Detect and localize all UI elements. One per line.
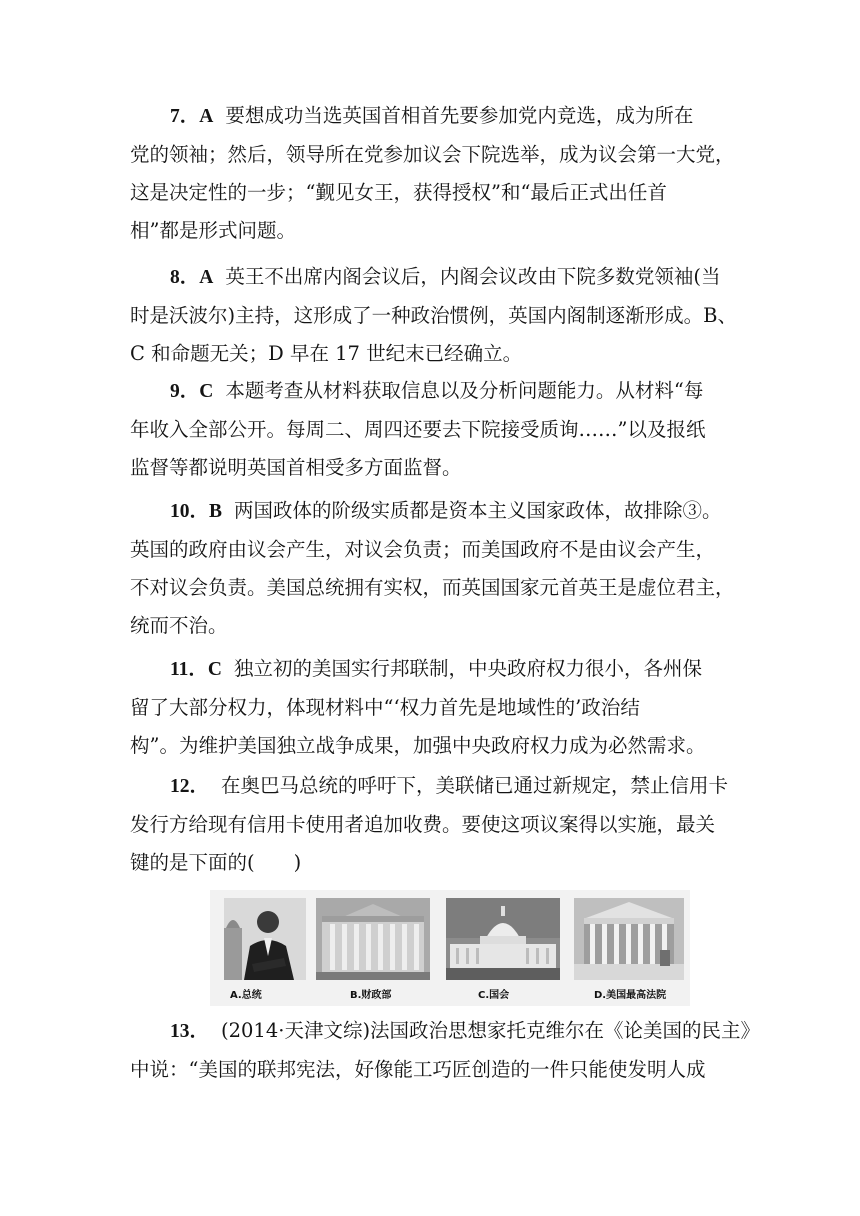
question-number: 12． bbox=[170, 776, 210, 797]
answer-11 bbox=[130, 650, 730, 765]
caption-d: D.美国最高法院 bbox=[594, 990, 667, 1001]
options-figure bbox=[210, 890, 690, 1006]
answer-line: 两国政体的阶级实质都是资本主义国家政体，故排除③。 bbox=[234, 499, 722, 522]
president-image bbox=[224, 898, 306, 980]
answer-number: 8．A bbox=[170, 267, 214, 288]
answer-line: 监督等都说明英国首相受多方面监督。 bbox=[130, 456, 462, 479]
question-line: 在奥巴马总统的呼吁下，美联储已通过新规定，禁止信用卡 bbox=[221, 774, 729, 797]
answer-line: 英王不出席内阁会议后，内阁会议改由下院多数党领袖(当 bbox=[225, 265, 721, 288]
question-12 bbox=[130, 767, 730, 882]
question-line: (2014·天津文综)法国政治思想家托克维尔在《论美国的民主》 bbox=[221, 1019, 761, 1042]
answer-number: 9．C bbox=[170, 381, 214, 402]
answer-line: 统而不治。 bbox=[130, 614, 228, 637]
supreme-court-image bbox=[574, 898, 684, 980]
caption-a: A.总统 bbox=[230, 990, 262, 1001]
question-line: 发行方给现有信用卡使用者追加收费。要使这项议案得以实施，最关 bbox=[130, 813, 716, 836]
answer-line: 党的领袖；然后，领导所在党参加议会下院选举，成为议会第一大党， bbox=[130, 143, 735, 166]
answer-9 bbox=[130, 372, 730, 487]
answer-7 bbox=[130, 97, 735, 250]
question-number: 13． bbox=[170, 1021, 210, 1042]
answer-line: 不对议会负责。美国总统拥有实权，而英国国家元首英王是虚位君主， bbox=[130, 576, 735, 599]
question-line: 中说：“美国的联邦宪法，好像能工巧匠创造的一件只能使发明人成 bbox=[130, 1058, 706, 1081]
supreme-court-photo bbox=[574, 898, 684, 980]
answer-line: 相”都是形式问题。 bbox=[130, 219, 296, 242]
answer-10 bbox=[130, 492, 735, 645]
caption-b: B.财政部 bbox=[350, 990, 392, 1001]
answer-8 bbox=[130, 258, 737, 373]
answer-line: 独立初的美国实行邦联制，中央政府权力很小，各州保 bbox=[234, 657, 703, 680]
question-13 bbox=[130, 1012, 761, 1089]
answer-line: 英国的政府由议会产生，对议会负责；而美国政府不是由议会产生， bbox=[130, 538, 716, 561]
caption-c: C.国会 bbox=[478, 990, 510, 1001]
treasury-photo bbox=[316, 898, 430, 980]
answer-line: 留了大部分权力，体现材料中“‘权力首先是地域性的’政治结 bbox=[130, 696, 640, 719]
treasury-image bbox=[316, 898, 430, 980]
answer-number: 7．A bbox=[170, 106, 214, 127]
answer-line: C 和命题无关；D 早在 17 世纪末已经确立。 bbox=[130, 342, 523, 365]
answer-line: 年收入全部公开。每周二、周四还要去下院接受质询……”以及报纸 bbox=[130, 418, 706, 441]
answer-line: 本题考查从材料获取信息以及分析问题能力。从材料“每 bbox=[225, 379, 704, 402]
question-line: 键的是下面的( ) bbox=[130, 851, 302, 874]
answer-number: 10．B bbox=[170, 501, 223, 522]
answer-line: 要想成功当选英国首相首先要参加党内竞选，成为所在 bbox=[225, 104, 694, 127]
president-photo bbox=[224, 898, 306, 980]
answer-number: 11．C bbox=[170, 659, 223, 680]
capitol-photo bbox=[446, 898, 560, 980]
answer-line: 构”。为维护美国独立战争成果，加强中央政府权力成为必然需求。 bbox=[130, 734, 706, 757]
answer-line: 这是决定性的一步；“觐见女王，获得授权”和“最后正式出任首 bbox=[130, 181, 667, 204]
answer-line: 时是沃波尔)主持，这形成了一种政治惯例，英国内阁制逐渐形成。B、 bbox=[130, 304, 737, 327]
capitol-image bbox=[446, 898, 560, 980]
